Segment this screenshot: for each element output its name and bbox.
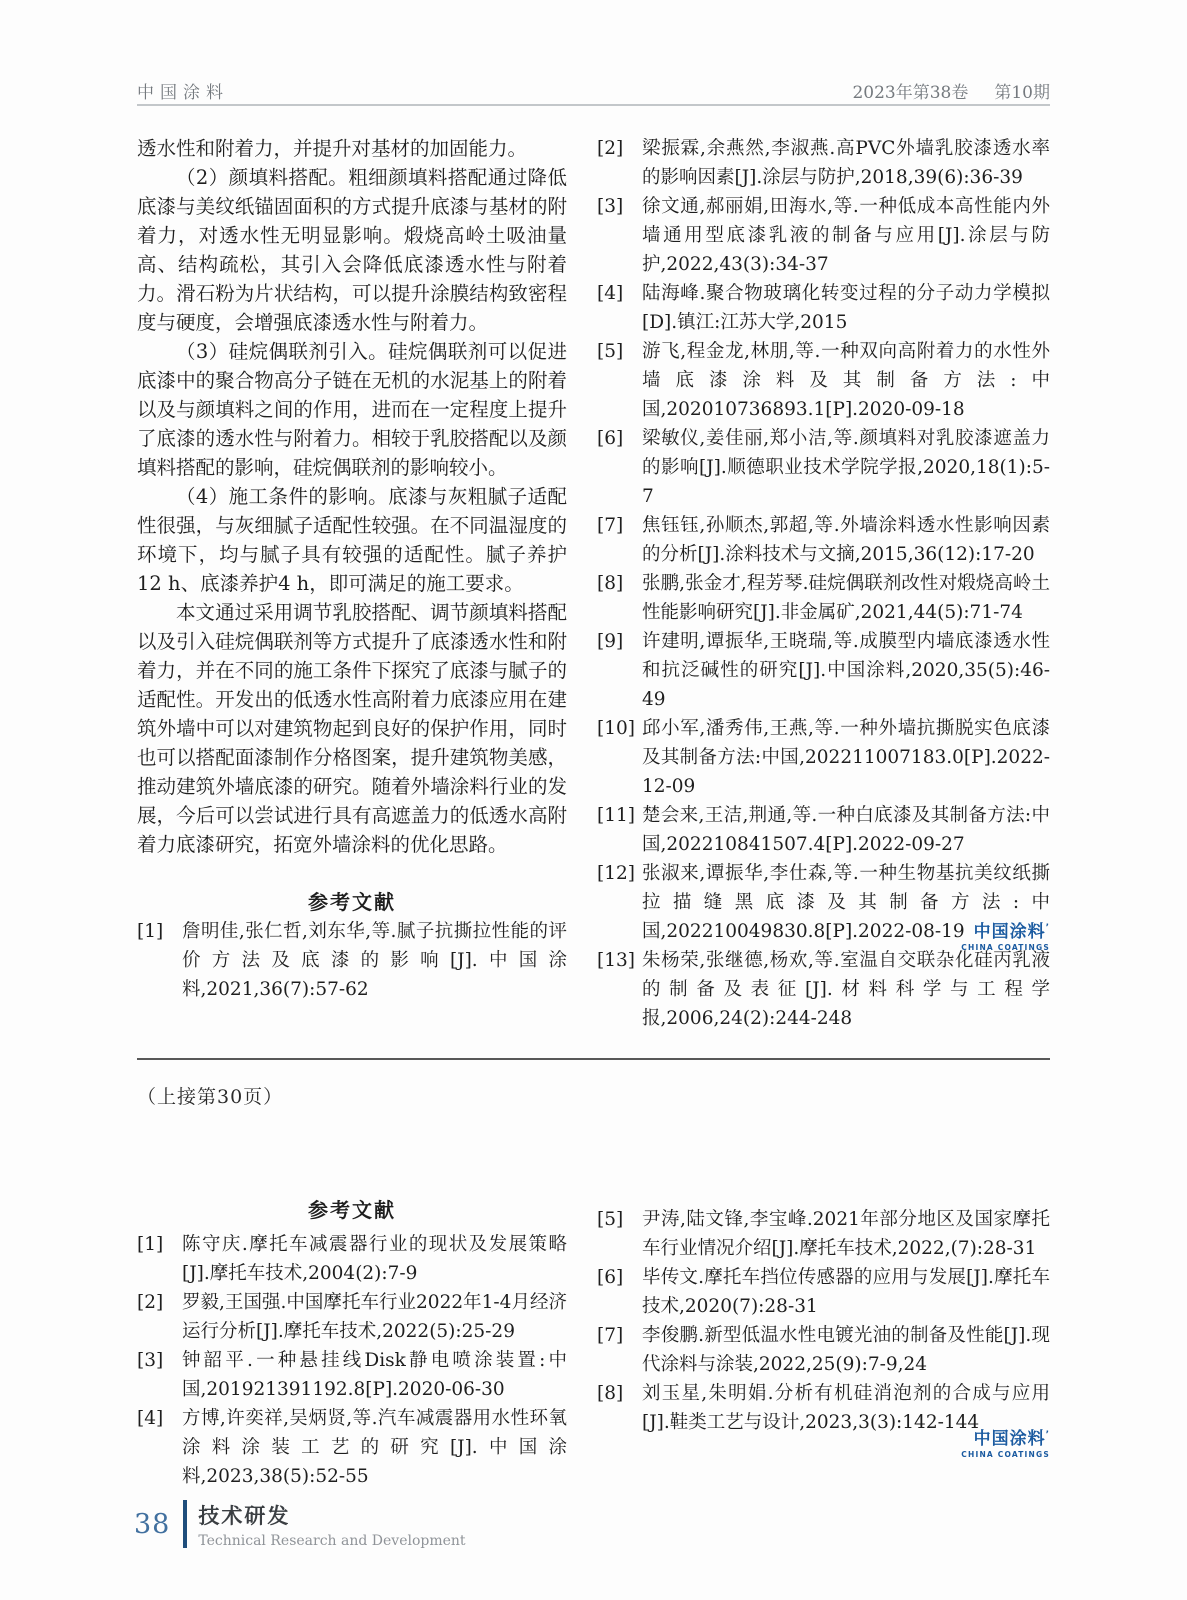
references-heading: 参考文献	[308, 890, 396, 914]
reference-number: [10]	[597, 718, 635, 739]
reference-item	[597, 943, 1050, 1033]
reference-text: 詹明佳,张仁哲,刘东华,等.腻子抗撕拉性能的评价方法及底漆的影响[J].中国涂料,2021,36(7):57-62	[182, 921, 567, 1000]
volume-issue	[852, 78, 1050, 103]
reference-item	[137, 1230, 567, 1288]
page-footer	[134, 1500, 466, 1549]
reference-item	[597, 714, 1050, 801]
reference-number: [5]	[597, 1209, 624, 1230]
issue-label: 第10期	[994, 83, 1050, 103]
paragraph: （4）施工条件的影响。底漆与灰粗腻子适配性很强，与灰细腻子适配性较强。在不同温湿度的环境下，均与腻子具有较强的适配性。腻子养护12 h、底漆养护4 h，即可满足的施工要求。	[137, 485, 567, 595]
volume-label: 2023年第38卷	[852, 83, 969, 103]
reference-item	[597, 511, 1050, 569]
reference-text: 李俊鹏.新型低温水性电镀光油的制备及性能[J].现代涂料与涂装,2022,25(9):7-9,24	[642, 1325, 1050, 1375]
reference-text: 梁振霖,余燕然,李淑燕.高PVC外墙乳胶漆透水率的影响因素[J].涂层与防护,2018,39(6):36-39	[642, 138, 1050, 188]
reference-number: [3]	[597, 196, 624, 217]
reference-item	[137, 1404, 567, 1491]
reference-text: 罗毅,王国强.中国摩托车行业2022年1-4月经济运行分析[J].摩托车技术,2022(5):25-29	[182, 1292, 567, 1342]
reference-item	[597, 192, 1050, 279]
reference-item	[597, 627, 1050, 714]
reference-item	[597, 801, 1050, 859]
reference-number: [8]	[597, 1383, 624, 1404]
logo-wordmark: 中国涂料’	[973, 1429, 1050, 1449]
reference-number: [1]	[137, 1234, 164, 1255]
article1-right-column	[597, 134, 1050, 1033]
reference-item	[597, 337, 1050, 424]
reference-text: 方博,许奕祥,吴炳贤,等.汽车减震器用水性环氧涂料涂装工艺的研究[J].中国涂料,2023,38(5):52-55	[182, 1408, 567, 1487]
reference-item	[597, 569, 1050, 627]
china-coatings-logo	[961, 1431, 1050, 1459]
reference-text: 梁敏仪,姜佳丽,郑小洁,等.颜填料对乳胶漆遮盖力的影响[J].顺德职业技术学院学报,2020,18(1):5-7	[642, 428, 1050, 507]
article-2-references	[137, 1196, 1050, 1491]
page-header	[137, 78, 1050, 103]
reference-number: [9]	[597, 631, 624, 652]
reference-text: 刘玉星,朱明娟.分析有机硅消泡剂的合成与应用[J].鞋类工艺与设计,2023,3(3):142-144	[642, 1383, 1050, 1433]
reference-number: [7]	[597, 1325, 624, 1346]
section-subtitle: Technical Research and Development	[198, 1533, 466, 1549]
reference-text: 尹涛,陆文锋,李宝峰.2021年部分地区及国家摩托车行业情况介绍[J].摩托车技术,2022,(7):28-31	[642, 1209, 1050, 1259]
logo-subtitle: CHINA COATINGS	[961, 1450, 1050, 1459]
reference-item	[597, 1205, 1050, 1263]
page-number: 38	[134, 1509, 171, 1540]
reference-number: [13]	[597, 950, 635, 971]
reference-number: [8]	[597, 573, 624, 594]
reference-item	[597, 279, 1050, 337]
reference-text: 许建明,谭振华,王晓瑞,等.成膜型内墙底漆透水性和抗泛碱性的研究[J].中国涂料,2020,35(5):46-49	[642, 631, 1050, 710]
reference-number: [2]	[137, 1292, 164, 1313]
reference-item	[137, 1288, 567, 1346]
article2-references-right	[597, 1205, 1050, 1437]
article1-references-left	[137, 917, 567, 1004]
reference-number: [5]	[597, 341, 624, 362]
paragraph: （2）颜填料搭配。粗细颜填料搭配通过降低底漆与美纹纸锚固面积的方式提升底漆与基材的附着力，对透水性无明显影响。煅烧高岭土吸油量高、结构疏松，其引入会降低底漆透水性与附着力。滑石粉为片状结构，可以提升涂膜结构致密程度与硬度，会增强底漆透水性与附着力。	[137, 166, 567, 334]
china-coatings-logo	[961, 924, 1050, 952]
reference-number: [2]	[597, 138, 624, 159]
reference-item	[137, 1346, 567, 1404]
section-divider	[137, 1058, 1050, 1060]
reference-number: [7]	[597, 515, 624, 536]
footer-accent-bar	[183, 1500, 187, 1548]
reference-text: 毕传文.摩托车挡位传感器的应用与发展[J].摩托车技术,2020(7):28-31	[642, 1267, 1050, 1317]
reference-text: 钟韶平.一种悬挂线Disk静电喷涂装置:中国,201921391192.8[P].2020-06-30	[182, 1350, 567, 1400]
article1-left-column	[137, 134, 567, 1033]
reference-text: 游飞,程金龙,林朋,等.一种双向高附着力的水性外墙底漆涂料及其制备方法:中国,202010736893.1[P].2020-09-18	[642, 341, 1050, 420]
continuation-note: （上接第30页）	[137, 1086, 284, 1108]
reference-text: 楚会来,王洁,荆通,等.一种白底漆及其制备方法:中国,202210841507.4[P].2022-09-27	[642, 805, 1050, 855]
reference-number: [11]	[597, 805, 635, 826]
reference-text: 焦钰钰,孙顺杰,郭超,等.外墙涂料透水性影响因素的分析[J].涂料技术与文摘,2015,36(12):17-20	[642, 515, 1050, 565]
reference-text: 朱杨荣,张继德,杨欢,等.室温自交联杂化硅丙乳液的制备及表征[J].材料科学与工程学报,2006,24(2):244-248	[642, 950, 1050, 1029]
reference-text: 徐文通,郝丽娟,田海水,等.一种低成本高性能内外墙通用型底漆乳液的制备与应用[J].涂层与防护,2022,43(3):34-37	[642, 196, 1050, 275]
reference-text: 陆海峰.聚合物玻璃化转变过程的分子动力学模拟[D].镇江:江苏大学,2015	[642, 283, 1050, 333]
paragraph: 本文通过采用调节乳胶搭配、调节颜填料搭配以及引入硅烷偶联剂等方式提升了底漆透水性和附着力，并在不同的施工条件下探究了底漆与腻子的适配性。开发出的低透水性高附着力底漆应用在建筑外墙中可以对建筑物起到良好的保护作用，同时也可以搭配面漆制作分格图案，提升建筑物美感，推动建筑外墙底漆的研究。随着外墙涂料行业的发展，今后可以尝试进行具有高遮盖力的低透水高附着力底漆研究，拓宽外墙涂料的优化思路。	[137, 601, 567, 856]
reference-text: 张淑来,谭振华,李仕森,等.一种生物基抗美纹纸撕拉描缝黑底漆及其制备方法:中国,202210049830.8[P].2022-08-19	[642, 863, 1050, 942]
reference-number: [4]	[597, 283, 624, 304]
article-1	[137, 134, 1050, 1033]
logo-subtitle: CHINA COATINGS	[961, 943, 1050, 952]
section-title: 技术研发	[198, 1504, 291, 1528]
footer-section	[198, 1500, 465, 1549]
reference-number: [6]	[597, 428, 624, 449]
logo-trademark-mark: ’	[1045, 923, 1050, 933]
references-heading: 参考文献	[308, 1198, 396, 1222]
article2-left-column	[137, 1196, 567, 1491]
article1-references-right	[597, 134, 1050, 1033]
header-rule	[137, 104, 1050, 106]
reference-number: [12]	[597, 863, 635, 884]
reference-item	[597, 1321, 1050, 1379]
reference-number: [3]	[137, 1350, 164, 1371]
reference-number: [1]	[137, 921, 164, 942]
article1-body	[137, 134, 567, 859]
reference-number: [6]	[597, 1267, 624, 1288]
reference-item	[597, 1263, 1050, 1321]
logo-trademark-mark: ’	[1045, 1430, 1050, 1440]
reference-text: 张鹏,张金才,程芳琴.硅烷偶联剂改性对煅烧高岭土性能影响研究[J].非金属矿,2021,44(5):71-74	[642, 573, 1050, 623]
reference-item	[597, 424, 1050, 511]
paragraph: 透水性和附着力，并提升对基材的加固能力。	[137, 137, 528, 160]
article2-references-left	[137, 1230, 567, 1491]
paragraph: （3）硅烷偶联剂引入。硅烷偶联剂可以促进底漆中的聚合物高分子链在无机的水泥基上的附着以及与颜填料之间的作用，进而在一定程度上提升了底漆的透水性与附着力。相较于乳胶搭配以及颜填料搭配的影响，硅烷偶联剂的影响较小。	[137, 340, 567, 479]
reference-number: [4]	[137, 1408, 164, 1429]
reference-text: 邱小军,潘秀伟,王燕,等.一种外墙抗撕脱实色底漆及其制备方法:中国,202211007183.0[P].2022-12-09	[642, 718, 1050, 797]
reference-text: 陈守庆.摩托车减震器行业的现状及发展策略[J].摩托车技术,2004(2):7-9	[182, 1234, 567, 1284]
journal-name: 中国涂料	[137, 83, 229, 103]
logo-wordmark: 中国涂料’	[973, 922, 1050, 942]
reference-item	[137, 917, 567, 1004]
reference-item	[597, 134, 1050, 192]
